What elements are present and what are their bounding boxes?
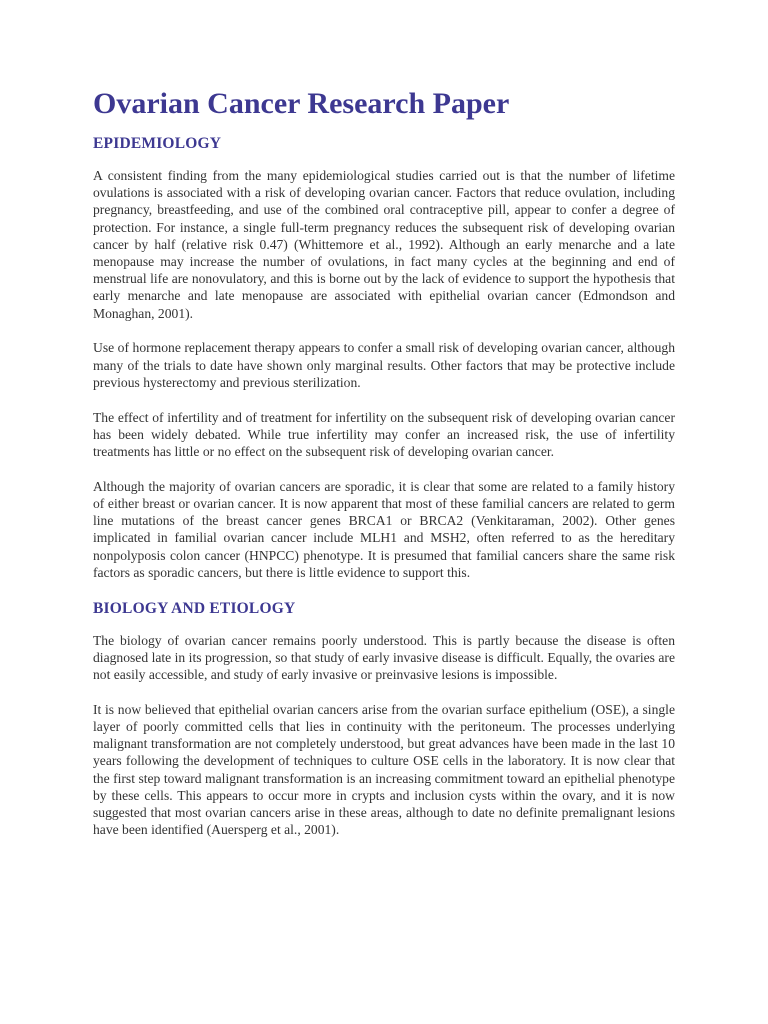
section-biology-etiology	[93, 599, 675, 839]
section-heading: EPIDEMIOLOGY	[93, 135, 222, 152]
section-heading: BIOLOGY AND ETIOLOGY	[93, 599, 296, 617]
paragraph: Use of hormone replacement therapy appears to confer a small risk of developing ovarian cancer, although many of the trials to date have shown only marginal results. Other factors that may be protective include previous hysterectomy and previous sterilization.	[93, 340, 675, 390]
paragraph: A consistent finding from the many epidemiological studies carried out is that the number of lifetime ovulations is associated with a risk of developing ovarian cancer. Factors that reduce ovulation, including pregnancy, breastfeeding, and use of the combined oral contraceptive pill, appear to confer a degree of protection. For instance, a single full-term pregnancy reduces the subsequent risk of developing ovarian cancer by half (relative risk 0.47) (Whittemore et al., 1992). Although an early menarche and a late menopause may increase the number of ovulations, in fact many cycles at the beginning and end of menstrual life are nonovulatory, and this is borne out by the lack of evidence to support the hypothesis that early menarche and late menopause are associated with epithelial ovarian cancer (Edmondson and Monaghan, 2001).	[93, 168, 675, 321]
paragraph: It is now believed that epithelial ovarian cancers arise from the ovarian surface epithelium (OSE), a single layer of poorly committed cells that lies in continuity with the peritoneum. The processes underlying malignant transformation are not completely understood, but great advances have been made in the last 10 years following the development of techniques to culture OSE cells in the laboratory. It is now clear that the first step toward malignant transformation is an increasing commitment toward an epithelial phenotype by these cells. This appears to occur more in crypts and inclusion cysts within the ovary, and it is now suggested that most ovarian cancers arise in these areas, although to date no definite premalignant lesions have been identified (Auersperg et al., 2001).	[93, 701, 675, 838]
paragraph: The biology of ovarian cancer remains poorly understood. This is partly because the disease is often diagnosed late in its progression, so that study of early invasive disease is difficult. Equally, the ovaries are not easily accessible, and study of early invasive or preinvasive lesions is impossible.	[93, 632, 675, 683]
paragraph: The effect of infertility and of treatment for infertility on the subsequent risk of developing ovarian cancer has been widely debated. While true infertility may confer an increased risk, the use of infertility treatments has little or no effect on the subsequent risk of developing ovarian cancer.	[93, 409, 675, 460]
document-title: Ovarian Cancer Research Paper	[93, 87, 510, 120]
paragraph: Although the majority of ovarian cancers are sporadic, it is clear that some are related to a family history of either breast or ovarian cancer. It is now apparent that most of these familial cancers are related to germ line mutations of the breast cancer genes BRCA1 or BRCA2 (Venkitaraman, 2002). Other genes implicated in familial ovarian cancer include MLH1 and MSH2, often referred to as the hereditary nonpolyposis colon cancer (HNPCC) phenotype. It is presumed that familial cancers share the same risk factors as sporadic cancers, but there is little evidence to support this.	[93, 478, 675, 580]
document-page	[93, 84, 675, 856]
section-epidemiology	[93, 134, 675, 581]
